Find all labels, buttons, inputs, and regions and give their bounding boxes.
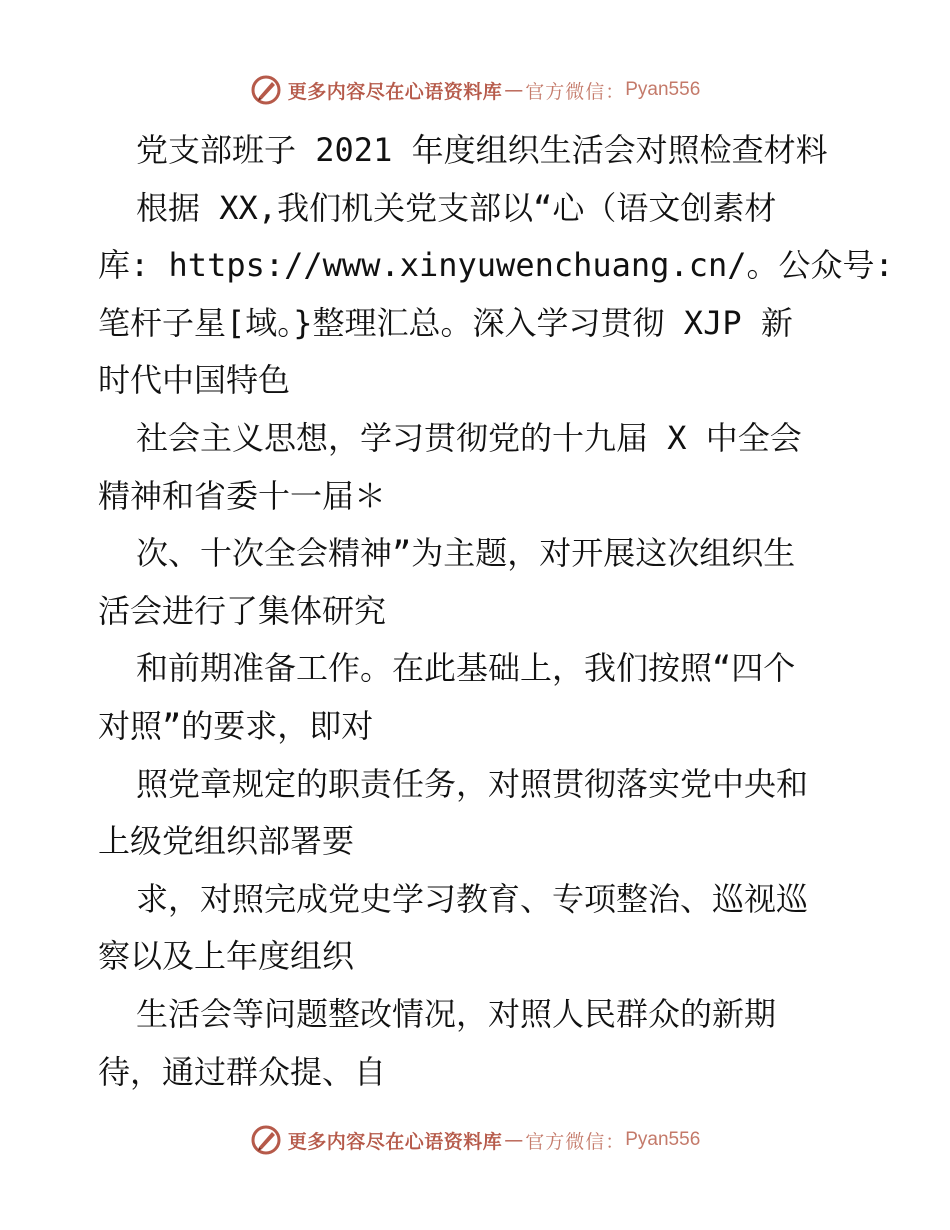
doc-line: 时代中国特色 <box>98 361 291 400</box>
doc-line: 笔杆子星[域。}整理汇总。深入学习贯彻 XJP 新 <box>98 303 793 342</box>
doc-title: 党支部班子 2021 年度组织生活会对照检查材料 <box>136 131 828 169</box>
watermark-dash: — <box>504 1129 524 1151</box>
pen-logo-icon <box>250 1124 282 1156</box>
watermark-sub-text: 官方微信： <box>525 80 626 103</box>
doc-line: 根据 XX,我们机关党支部以“心（语文创素材 <box>136 188 777 227</box>
doc-line: 对照”的要求，即对 <box>98 706 374 745</box>
watermark-wechat-id: Pyan556 <box>625 1129 701 1150</box>
watermark-main-text: 更多内容尽在心语资料库 <box>287 1130 503 1153</box>
document-body <box>98 122 894 1101</box>
doc-line: 察以及上年度组织 <box>98 937 355 976</box>
watermark-main-text: 更多内容尽在心语资料库 <box>287 80 503 103</box>
doc-line: 次、十次全会精神”为主题，对开展这次组织生 <box>136 534 796 573</box>
doc-line: 库: https://www.xinyuwenchuang.cn/。公众号: <box>98 246 894 285</box>
doc-line: 精神和省委十一届＊ <box>98 476 387 515</box>
doc-line: 活会进行了集体研究 <box>98 591 387 630</box>
doc-line: 生活会等问题整改情况，对照人民群众的新期 <box>136 994 777 1033</box>
header-watermark <box>0 74 950 106</box>
doc-line: 求，对照完成党史学习教育、专项整治、巡视巡 <box>136 879 809 918</box>
doc-line: 和前期准备工作。在此基础上，我们按照“四个 <box>136 649 796 688</box>
watermark-sub-text: 官方微信： <box>525 1130 626 1153</box>
footer-watermark <box>0 1124 950 1156</box>
doc-line: 社会主义思想，学习贯彻党的十九届 X 中全会 <box>136 418 802 457</box>
watermark-wechat-id: Pyan556 <box>625 79 701 100</box>
doc-line: 上级党组织部署要 <box>98 822 355 861</box>
doc-line: 待，通过群众提、自 <box>98 1052 387 1091</box>
watermark-dash: — <box>504 79 524 101</box>
doc-line: 照党章规定的职责任务，对照贯彻落实党中央和 <box>136 764 809 803</box>
pen-logo-icon <box>250 74 282 106</box>
